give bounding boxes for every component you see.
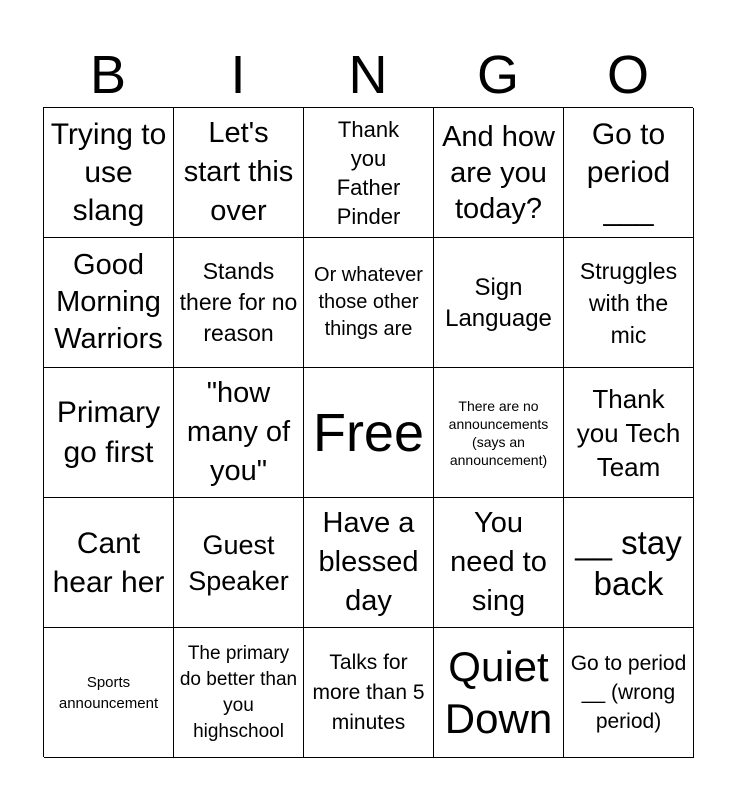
bingo-cell[interactable] bbox=[304, 368, 434, 498]
cell-text: Trying to use slang bbox=[50, 117, 167, 227]
header-letter-i: I bbox=[230, 45, 246, 105]
cell-text: Let's start this over bbox=[183, 117, 294, 227]
cell-text: Thank you Father Pinder bbox=[336, 116, 401, 229]
cell-text: Or whatever those other things are bbox=[314, 264, 423, 340]
cell-text: Quiet Down bbox=[444, 642, 553, 742]
cell-text: Good Morning Warriors bbox=[54, 249, 163, 355]
bingo-cell[interactable] bbox=[304, 498, 434, 628]
cell-text: Primary go first bbox=[56, 395, 161, 469]
cell-text: You need to sing bbox=[450, 507, 547, 617]
bingo-cell[interactable] bbox=[174, 108, 304, 238]
bingo-cell[interactable] bbox=[434, 108, 564, 238]
header-letter-g: G bbox=[476, 45, 519, 105]
cell-text: There are no announcements (says an announcement) bbox=[448, 397, 549, 468]
cell-text: Have a blessed day bbox=[318, 507, 419, 617]
cell-text: Go to period __ (wrong period) bbox=[570, 652, 687, 733]
bingo-header bbox=[43, 44, 693, 106]
header-letter-n: N bbox=[348, 45, 388, 105]
bingo-cell[interactable] bbox=[174, 238, 304, 368]
bingo-cell[interactable] bbox=[564, 238, 694, 368]
bingo-cell[interactable] bbox=[44, 498, 174, 628]
cell-text: Talks for more than 5 minutes bbox=[312, 650, 425, 734]
bingo-cell[interactable] bbox=[44, 628, 174, 758]
bingo-cell[interactable] bbox=[44, 108, 174, 238]
cell-text: Go to period ___ bbox=[586, 117, 671, 227]
bingo-cell[interactable] bbox=[564, 628, 694, 758]
cell-text: Sports announcement bbox=[58, 673, 159, 712]
bingo-cell[interactable] bbox=[304, 628, 434, 758]
bingo-cell[interactable] bbox=[434, 498, 564, 628]
bingo-cell[interactable] bbox=[304, 108, 434, 238]
cell-text: Guest Speaker bbox=[188, 529, 289, 596]
bingo-cell[interactable] bbox=[434, 368, 564, 498]
bingo-cell[interactable] bbox=[44, 238, 174, 368]
bingo-cell[interactable] bbox=[304, 238, 434, 368]
cell-text: And how are you today? bbox=[442, 120, 555, 225]
bingo-cell[interactable] bbox=[434, 628, 564, 758]
cell-text: Stands there for no reason bbox=[179, 258, 298, 346]
cell-text: __ stay back bbox=[575, 523, 682, 602]
bingo-cell[interactable] bbox=[174, 368, 304, 498]
free-space-text: Free bbox=[312, 402, 425, 463]
bingo-cell[interactable] bbox=[564, 368, 694, 498]
cell-text: Struggles with the mic bbox=[579, 257, 678, 348]
bingo-cell[interactable] bbox=[44, 368, 174, 498]
cell-text: The primary do better than you highschool bbox=[179, 642, 298, 742]
bingo-cell[interactable] bbox=[564, 108, 694, 238]
bingo-cell[interactable] bbox=[564, 498, 694, 628]
cell-text: Sign Language bbox=[445, 273, 552, 332]
bingo-cell[interactable] bbox=[174, 628, 304, 758]
cell-text: Cant hear her bbox=[52, 526, 165, 599]
bingo-grid bbox=[43, 107, 693, 757]
cell-text: "how many of you" bbox=[186, 377, 291, 487]
bingo-cell[interactable] bbox=[434, 238, 564, 368]
bingo-cell[interactable] bbox=[174, 498, 304, 628]
header-letter-o: O bbox=[606, 45, 649, 105]
cell-text: Thank you Tech Team bbox=[576, 383, 681, 482]
header-letter-b: B bbox=[89, 45, 127, 105]
